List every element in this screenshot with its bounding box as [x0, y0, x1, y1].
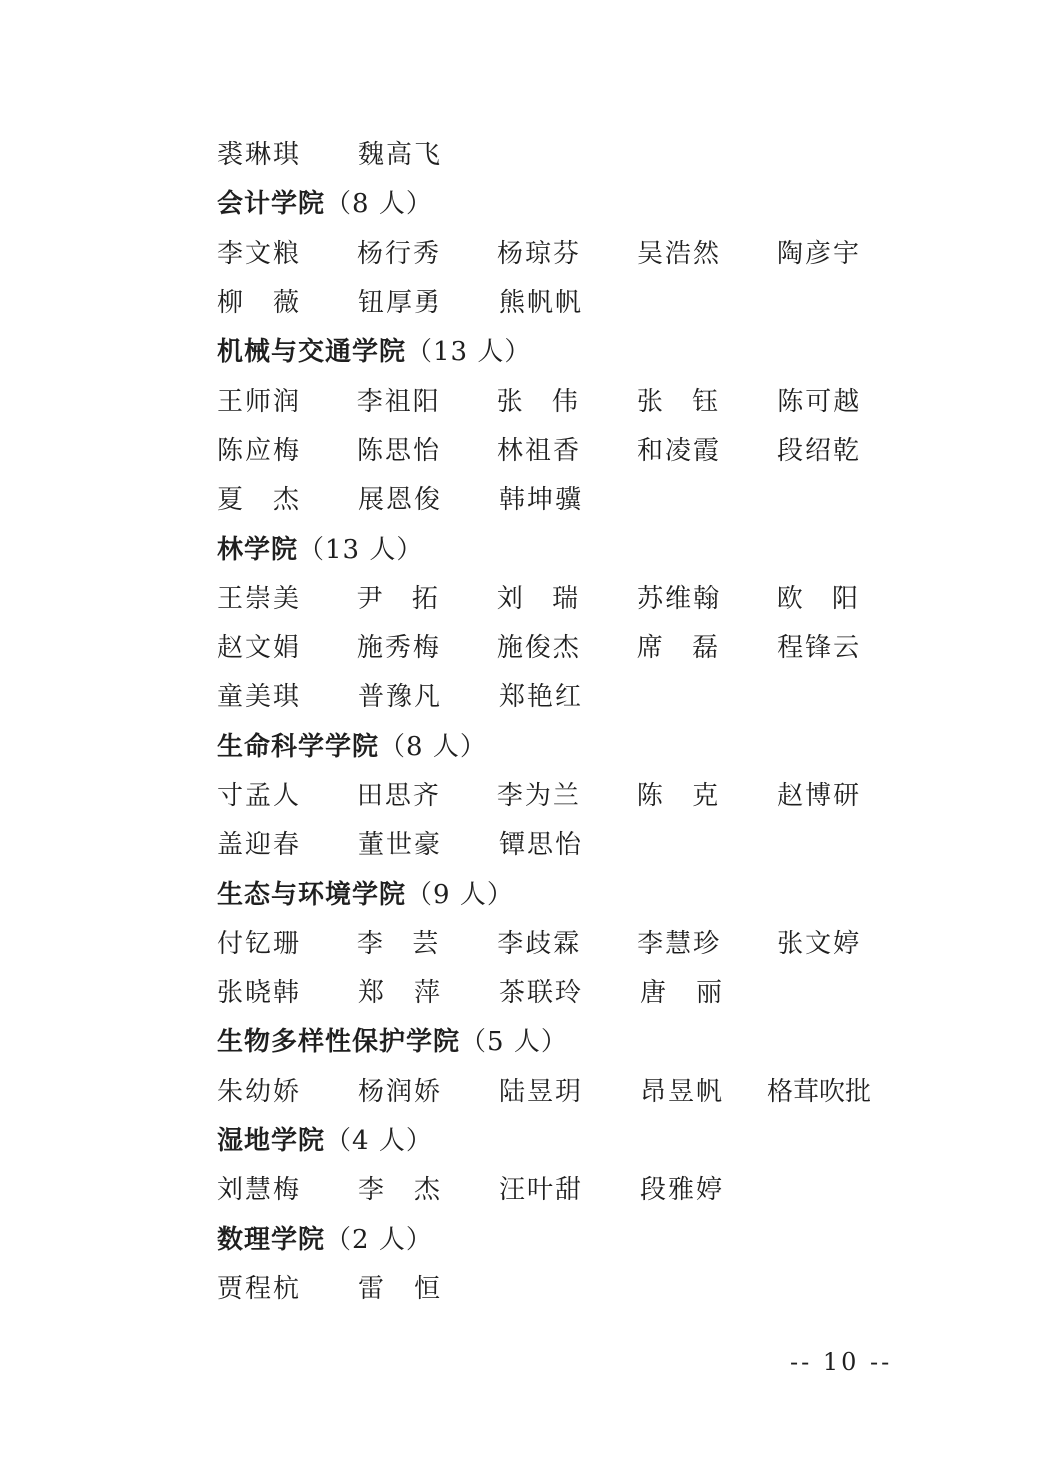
person-name: 张文婷: [777, 928, 862, 959]
person-name: 格茸吹批: [767, 1076, 872, 1107]
person-name: 吴浩然: [637, 238, 722, 269]
name-row: [217, 230, 917, 279]
person-name: 杨润娇: [358, 1076, 443, 1107]
section-title: 会计学院: [217, 189, 326, 220]
person-name: 钮厚勇: [358, 288, 443, 319]
name-row: [217, 476, 917, 525]
person-name: 普豫凡: [358, 682, 443, 713]
section-heading: [217, 1117, 917, 1166]
person-name: 陶彦宇: [777, 238, 862, 269]
person-name: 张晓韩: [217, 978, 302, 1009]
person-name: 郑艳红: [499, 682, 584, 713]
person-name: 田思齐: [356, 781, 441, 811]
person-name: 刘 瑞: [496, 583, 579, 614]
person-name: 段雅婷: [640, 1175, 725, 1206]
section-count: （13 人）: [298, 534, 424, 565]
person-name: 寸孟人: [217, 781, 302, 811]
section-heading: [217, 328, 917, 377]
person-name: 和凌霞: [637, 435, 722, 466]
person-name: 尹 拓: [356, 583, 438, 614]
section-heading: [217, 870, 917, 919]
person-name: 熊帆帆: [499, 288, 584, 319]
person-name: 盖迎春: [217, 830, 302, 861]
name-row: [217, 279, 917, 328]
name-row: [217, 1166, 917, 1215]
section-title: 林学院: [217, 534, 299, 565]
name-row: [217, 1265, 917, 1314]
section-title: 数理学院: [217, 1224, 326, 1255]
name-row: [217, 920, 917, 969]
section-count: （5 人）: [460, 1027, 568, 1058]
name-row: [217, 427, 917, 476]
person-name: 李为兰: [496, 781, 581, 811]
person-name: 汪叶甜: [499, 1175, 584, 1206]
person-name: 李祖阳: [356, 386, 441, 417]
section-count: （4 人）: [325, 1126, 433, 1157]
person-name: 张 钰: [636, 386, 719, 417]
section-title: 生物多样性保护学院: [217, 1027, 461, 1058]
person-name: 魏高飞: [358, 140, 443, 171]
person-name: 程锋云: [777, 633, 862, 664]
person-name: 李文粮: [217, 238, 302, 269]
section-title: 湿地学院: [217, 1126, 326, 1157]
person-name: 陆昱玥: [499, 1076, 584, 1107]
person-name: 王崇美: [217, 583, 302, 614]
name-row: [217, 1068, 917, 1117]
person-name: 唐 丽: [640, 978, 722, 1009]
name-row: [217, 377, 917, 426]
person-name: 郑 萍: [358, 978, 440, 1009]
person-name: 王师润: [217, 386, 302, 417]
person-name: 陈 克: [636, 781, 719, 811]
person-name: 陈可越: [777, 386, 862, 417]
person-name: 施俊杰: [496, 633, 581, 664]
section-heading: [217, 180, 917, 229]
person-name: 席 磊: [636, 633, 719, 664]
person-name: 镡思怡: [499, 830, 584, 861]
person-name: 昂昱帆: [640, 1076, 725, 1107]
section-count: （13 人）: [406, 337, 532, 368]
section-count: （9 人）: [406, 879, 514, 910]
section-heading: [217, 723, 917, 772]
name-list: [217, 131, 917, 1314]
person-name: 杨行秀: [357, 238, 442, 269]
section-count: （2 人）: [325, 1224, 433, 1255]
person-name: 付钇珊: [217, 928, 302, 959]
person-name: 李慧珍: [637, 928, 722, 959]
name-row: [217, 575, 917, 624]
person-name: 苏维翰: [637, 583, 722, 614]
person-name: 赵文娟: [217, 633, 302, 664]
person-name: 董世豪: [358, 830, 443, 861]
person-name: 朱幼娇: [217, 1076, 302, 1107]
person-name: 欧 阳: [776, 583, 858, 614]
section-title: 生态与环境学院: [217, 879, 407, 910]
section-heading: [217, 525, 917, 574]
person-name: 刘慧梅: [217, 1175, 302, 1206]
page-number: -- 10 --: [790, 1348, 893, 1376]
person-name: 童美琪: [217, 682, 302, 713]
person-name: 裘琳琪: [217, 140, 302, 171]
name-row: [217, 624, 917, 673]
section-heading: [217, 1018, 917, 1067]
name-row: [217, 131, 917, 180]
person-name: 林祖香: [497, 435, 582, 466]
person-name: 韩坤骥: [499, 485, 584, 516]
person-name: 段绍乾: [777, 435, 862, 466]
name-row: [217, 772, 917, 821]
name-row: [217, 969, 917, 1018]
section-count: （8 人）: [379, 731, 487, 762]
section-heading: [217, 1216, 917, 1265]
person-name: 施秀梅: [356, 633, 441, 664]
person-name: 张 伟: [496, 386, 578, 417]
section-count: （8 人）: [325, 189, 433, 220]
person-name: 茶联玲: [499, 978, 584, 1009]
person-name: 杨琼芬: [497, 238, 582, 269]
person-name: 贾程杭: [217, 1273, 302, 1304]
person-name: 李歧霖: [497, 928, 582, 959]
person-name: 李 杰: [358, 1175, 440, 1206]
person-name: 李 芸: [356, 928, 439, 959]
name-row: [217, 673, 917, 722]
name-row: [217, 821, 917, 870]
section-title: 机械与交通学院: [217, 337, 407, 368]
person-name: 夏 杰: [217, 485, 299, 516]
section-title: 生命科学学院: [217, 731, 380, 762]
person-name: 柳 薇: [217, 288, 299, 319]
person-name: 陈应梅: [217, 435, 302, 466]
person-name: 展恩俊: [358, 485, 443, 516]
person-name: 陈思怡: [357, 435, 442, 466]
person-name: 雷 恒: [358, 1273, 440, 1304]
person-name: 赵博研: [777, 781, 862, 811]
